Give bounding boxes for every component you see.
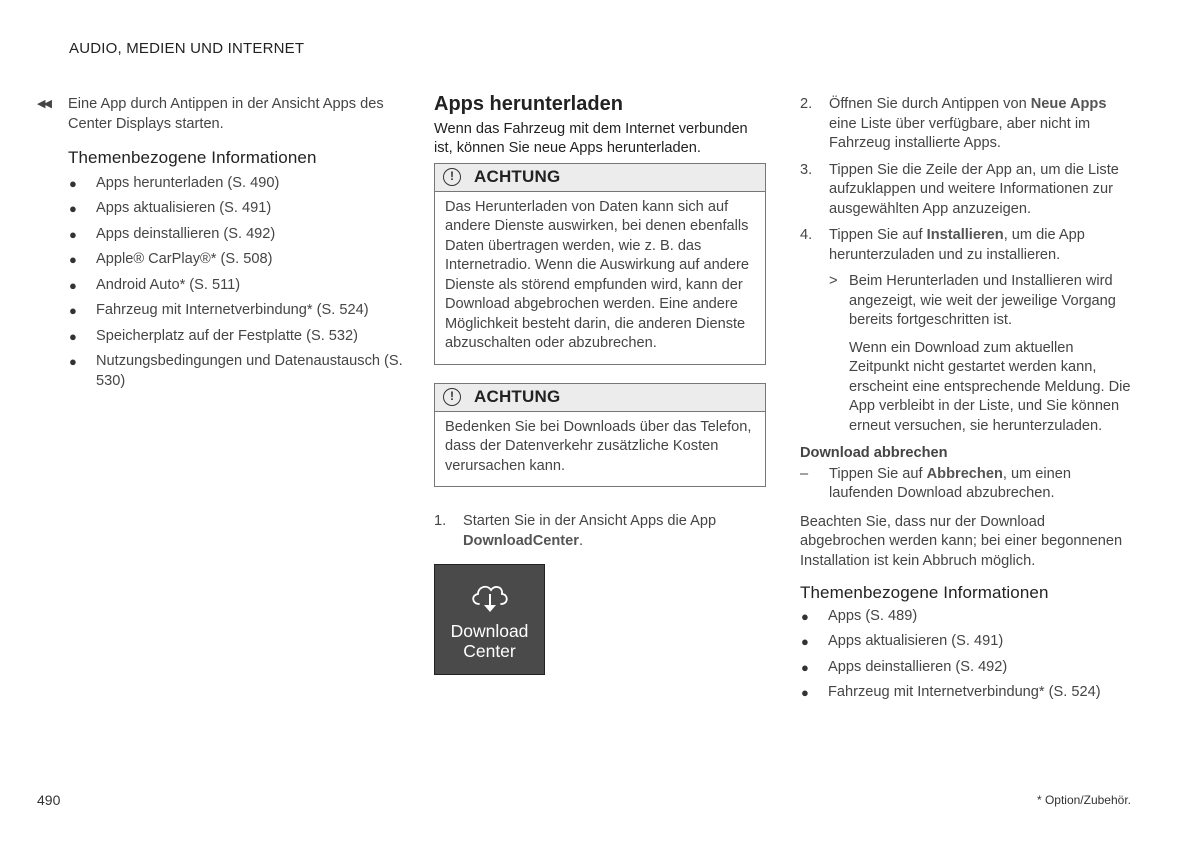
step-item (434, 512, 766, 551)
step-number: 2. (800, 96, 813, 112)
related-link[interactable]: ● Fahrzeug mit Internetverbindung* (S. 524) (800, 683, 1134, 703)
ui-label: Neue Apps (1030, 96, 1107, 112)
step-number: 1. (434, 513, 447, 529)
cloud-download-icon (468, 579, 512, 615)
related-link[interactable]: ● Fahrzeug mit Internetverbindung* (S. 524) (68, 301, 405, 321)
ui-label: Abbrechen (926, 465, 1003, 482)
cancel-note: Beachten Sie, dass nur der Download abgebrochen werden kann; bei einer begonnenen Installation ist kein Abbruch möglich. (800, 513, 1123, 569)
cancel-instruction: – Tippen Sie auf Abbrechen, um einen laufenden Download abzubrechen. (800, 465, 1134, 504)
step-result (829, 272, 1134, 331)
bullet-icon: ● (69, 226, 77, 242)
warning-body: Bedenken Sie bei Downloads über das Telefon, dass der Datenverkehr zusätzliche Kosten verursachen kann. (445, 418, 752, 474)
previous-page-text: Eine App durch Antippen in der Ansicht Apps des Center Displays starten. (68, 96, 384, 132)
related-info-heading: Themenbezogene Informationen (68, 148, 317, 167)
step-item (800, 226, 1134, 265)
warning-title: ACHTUNG (474, 167, 561, 187)
step-number: 4. (800, 227, 813, 243)
cancel-heading: Download abbrechen (800, 445, 948, 461)
column-right (800, 95, 1134, 709)
result-arrow-icon: > (829, 273, 838, 289)
related-link[interactable]: ● Apps deinstallieren (S. 492) (800, 658, 1134, 678)
warning-box (434, 383, 766, 488)
bullet-icon: ● (69, 328, 77, 344)
dash-marker: – (800, 465, 809, 482)
bullet-icon: ● (801, 659, 809, 675)
previous-page-note (37, 95, 405, 134)
bullet-icon: ● (801, 608, 809, 624)
related-link[interactable]: ● Apps (S. 489) (800, 607, 1134, 627)
intro-text: Wenn das Fahrzeug mit dem Internet verbunden ist, können Sie neue Apps herunterladen. (434, 120, 748, 156)
column-middle (434, 95, 766, 675)
related-link[interactable]: ● Apps deinstallieren (S. 492) (68, 225, 405, 245)
step-item (800, 161, 1134, 220)
bullet-icon: ● (69, 303, 77, 318)
step-text: Öffnen Sie durch Antippen von Neue Apps eine Liste über verfügbare, aber nicht im Fahrzeug installierte Apps. (829, 96, 1107, 151)
warning-icon: ! (443, 168, 461, 186)
related-link[interactable]: ● Apps herunterladen (S. 490) (68, 174, 405, 194)
bullet-icon: ● (801, 685, 809, 700)
bullet-icon: ● (69, 277, 77, 293)
column-left (37, 95, 405, 397)
section-title: Apps herunterladen (434, 93, 623, 115)
related-link[interactable]: ● Apps aktualisieren (S. 491) (800, 632, 1134, 652)
result-note: Wenn ein Download zum aktuellen Zeitpunkt nicht gestartet werden kann, erscheint eine entsprechende Meldung. Die App verbleibt in der Liste, und Sie können erneut versuchen, sie herunterzuladen. (849, 339, 1131, 434)
warning-title: ACHTUNG (474, 387, 561, 407)
bullet-icon: ● (69, 175, 77, 191)
step-list (434, 512, 766, 551)
related-link[interactable]: ● Apps aktualisieren (S. 491) (68, 199, 405, 219)
warning-body: Das Herunterladen von Daten kann sich auf andere Dienste auswirken, bei denen ebenfalls Daten übertragen werden, wie z. B. das Internetradio. Wenn die Auswirkung auf andere Dienste als störend empfunden wird, kann der Download abgebrochen werden. Eine andere Möglichkeit besteht darin, die anderen Dienste abzuschalten oder abzubrechen. (445, 198, 749, 351)
bullet-icon: ● (69, 252, 77, 267)
bullet-icon: ● (69, 201, 77, 216)
warning-header (435, 384, 765, 412)
related-info-list (68, 174, 405, 392)
download-center-app-tile[interactable] (434, 564, 545, 675)
warning-header (435, 164, 765, 192)
page-number: 490 (37, 792, 61, 808)
footnote: * Option/Zubehör. (1036, 793, 1131, 807)
double-chevron-left-icon: ◀◀ (37, 98, 50, 110)
warning-icon: ! (443, 388, 461, 406)
step-text: Tippen Sie auf Installieren, um die App herunterzuladen und zu installieren. (829, 227, 1085, 263)
related-info-list (800, 607, 1134, 703)
download-center-label: Download Center (450, 621, 529, 661)
step-text: Starten Sie in der Ansicht Apps die App DownloadCenter. (463, 513, 717, 549)
ui-label: DownloadCenter (463, 532, 579, 549)
ui-label: Installieren (926, 227, 1004, 243)
related-info-heading: Themenbezogene Informationen (800, 583, 1049, 602)
related-link[interactable]: ● Android Auto* (S. 511) (68, 276, 405, 296)
related-link[interactable]: ● Apple® CarPlay®* (S. 508) (68, 250, 405, 270)
related-link[interactable]: ● Speicherplatz auf der Festplatte (S. 532) (68, 327, 405, 347)
bullet-icon: ● (801, 634, 809, 649)
step-item (800, 95, 1134, 154)
bullet-icon: ● (69, 354, 77, 369)
section-header: AUDIO, MEDIEN UND INTERNET (69, 40, 305, 57)
related-link[interactable]: ● Nutzungsbedingungen und Datenaustausch (S. 530) (69, 353, 403, 389)
result-text: Beim Herunterladen und Installieren wird angezeigt, wie weit der jeweilige Vorgang bereits fortgeschritten ist. (849, 273, 1116, 328)
warning-box (434, 163, 766, 365)
step-text: Tippen Sie die Zeile der App an, um die Liste aufzuklappen und weitere Informationen zur ausgewählten App anzuzeigen. (829, 161, 1119, 217)
step-number: 3. (800, 161, 813, 178)
